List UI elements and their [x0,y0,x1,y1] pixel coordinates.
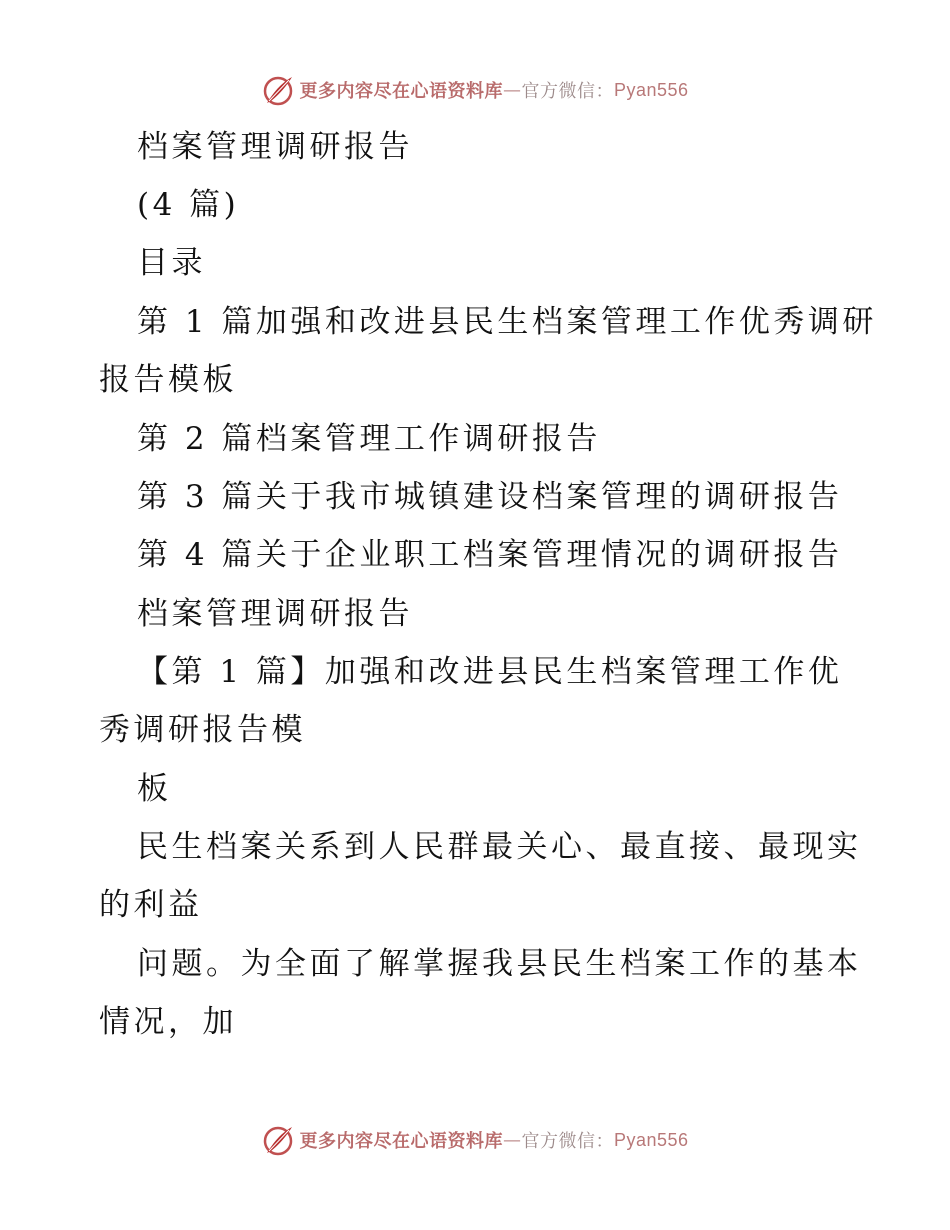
toc-heading: 目录 [137,245,206,281]
paragraph-2-line2: 情况，加 [99,1004,237,1040]
doc-count: (4 篇) [137,187,240,223]
footer-watermark [0,1120,950,1160]
watermark-wechat-id: Pyan556 [613,79,689,100]
doc-title: 档案管理调研报告 [137,129,413,165]
paragraph-1-line1: 民生档案关系到人民群最关心、最直接、最现实 [137,829,862,865]
toc-item-4: 第 4 篇关于企业职工档案管理情况的调研报告 [137,537,843,573]
header-watermark [0,70,950,110]
section1-heading-line3: 板 [137,771,172,807]
feather-logo-icon [261,1123,295,1157]
paragraph-1-line2: 的利益 [99,887,203,923]
feather-logo-icon [261,73,295,107]
toc-item-1-line1: 第 1 篇加强和改进县民生档案管理工作优秀调研 [137,304,877,340]
watermark-dash: — [502,79,522,101]
watermark-wechat-id: Pyan556 [613,1129,689,1150]
toc-item-1-line2: 报告模板 [99,362,237,398]
watermark-wechat-label: 官方微信： [521,81,614,102]
watermark-dash: — [502,1129,522,1151]
doc-title-repeat: 档案管理调研报告 [137,596,413,632]
watermark-main-text: 更多内容尽在心语资料库 [299,81,503,102]
section1-heading-line2: 秀调研报告模 [99,712,306,748]
section1-heading-line1: 【第 1 篇】加强和改进县民生档案管理工作优 [137,654,843,690]
paragraph-2-line1: 问题。为全面了解掌握我县民生档案工作的基本 [137,946,862,982]
watermark-main-text: 更多内容尽在心语资料库 [299,1131,503,1152]
toc-item-3: 第 3 篇关于我市城镇建设档案管理的调研报告 [137,479,843,515]
toc-item-2: 第 2 篇档案管理工作调研报告 [137,421,601,457]
watermark-wechat-label: 官方微信： [521,1131,614,1152]
